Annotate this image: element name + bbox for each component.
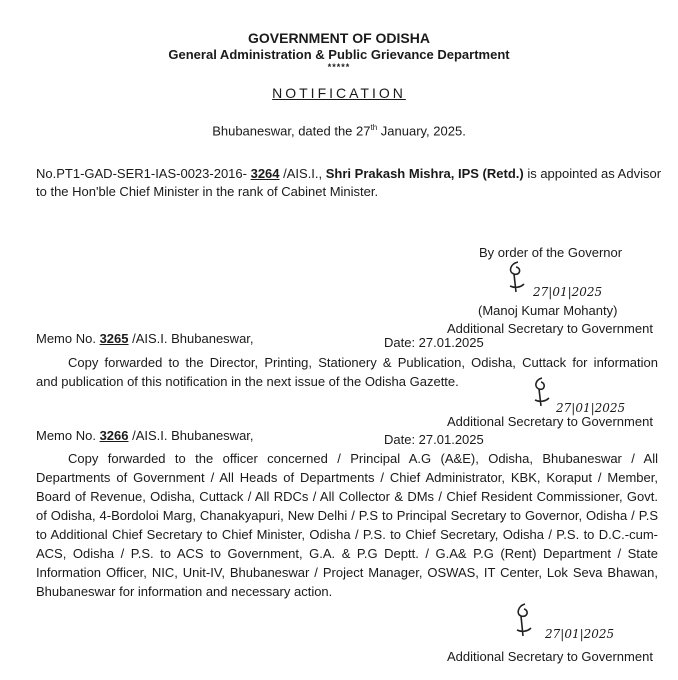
memo2-body-line-7: Information Officer, NIC, Unit-IV, Bhubaneswar / Project Manager, OSWAS, IT Center, Lok Seva Bhawan,	[36, 565, 658, 580]
memo1-date: Date: 27.01.2025	[384, 335, 484, 350]
memo1-suffix: /AIS.I. Bhubaneswar,	[128, 331, 254, 346]
memo2-prefix: Memo No.	[36, 428, 100, 443]
dateline	[0, 123, 678, 138]
government-heading: GOVERNMENT OF ODISHA	[247, 30, 430, 46]
memo2-body-last-line: Bhubaneswar for information and necessary action.	[36, 584, 333, 599]
memo1-body-line-2: and publication of this notification in the next issue of the Odisha Gazette.	[36, 374, 459, 389]
appointee-name: Shri Prakash Mishra, IPS (Retd.)	[325, 166, 524, 181]
by-order-text: By order of the Governor	[479, 245, 623, 260]
notification-line-2: to the Hon'ble Chief Minister in the rank of Cabinet Minister.	[36, 184, 379, 199]
memo1-number: 3265	[99, 331, 129, 346]
dateline-sup: th	[370, 123, 378, 132]
memo1-designation: Additional Secretary to Government	[447, 414, 653, 429]
notification-line1-tail: is appointed as Advisor	[523, 166, 662, 181]
memo2-body-line-4: of Odisha, 4-Bordoloi Marg, Chanakyapuri, New Delhi / P.S to Principal Secretary to Governor, Odisha / P.S	[36, 508, 658, 523]
dateline-rest: January, 2025.	[377, 123, 466, 139]
stars-divider: *****	[327, 62, 351, 72]
signatory-name: (Manoj Kumar Mohanty)	[478, 303, 618, 318]
notification-line-1	[36, 166, 661, 181]
memo2-designation: Additional Secretary to Government	[447, 649, 653, 664]
signature-date: 27|01|2025	[533, 285, 603, 299]
dateline-prefix: Bhubaneswar, dated the 27	[212, 123, 371, 139]
memo1-number-line	[36, 331, 254, 346]
memo2-suffix: /AIS.I. Bhubaneswar,	[128, 428, 254, 443]
memo1-signature-date: 27|01|2025	[556, 401, 626, 415]
memo2-signature-date: 27|01|2025	[545, 627, 615, 641]
memo2-number: 3266	[99, 428, 129, 443]
signature-mark	[500, 258, 540, 308]
memo1-prefix: Memo No.	[36, 331, 100, 346]
memo1-body-line-1: Copy forwarded to the Director, Printing, Stationery & Publication, Odisha, Cuttack for information	[68, 355, 658, 370]
signatory-designation: Additional Secretary to Government	[447, 321, 653, 336]
notification-no-prefix: No.PT1-GAD-SER1-IAS-0023-2016-	[36, 166, 251, 181]
signature-mark-memo2	[508, 600, 548, 652]
memo2-number-line	[36, 428, 254, 443]
notification-title: NOTIFICATION	[272, 85, 406, 101]
memo2-body-line-5: to Additional Chief Secretary to Chief Minister, Odisha / P.S. to Chief Secretary, Odisha / P.S. to D.C.-cum-	[36, 527, 658, 542]
memo2-date: Date: 27.01.2025	[384, 432, 484, 447]
notification-number: 3264	[250, 166, 280, 181]
memo2-body-line-1: Copy forwarded to the officer concerned / Principal A.G (A&E), Odisha, Bhubaneswar / All	[68, 451, 658, 466]
memo2-body-line-6: ACS, Odisha / P.S. to ACS to Government, G.A. & P.G Deptt. / G.A& P.G (Rent) Department / State	[36, 546, 658, 561]
memo2-body-line-3: Board of Revenue, Odisha, Cuttack / All RDCs / All Collector & DMs / Chief Resident Commissioner, Govt.	[36, 489, 658, 504]
department-heading: General Administration & Public Grievance Department	[168, 47, 510, 62]
notification-line1-rest: /AIS.I.,	[279, 166, 326, 181]
memo2-body-line-2: Departments of Government / All Heads of Departments / Chief Administrator, KBK, Koraput / Member,	[36, 470, 658, 485]
